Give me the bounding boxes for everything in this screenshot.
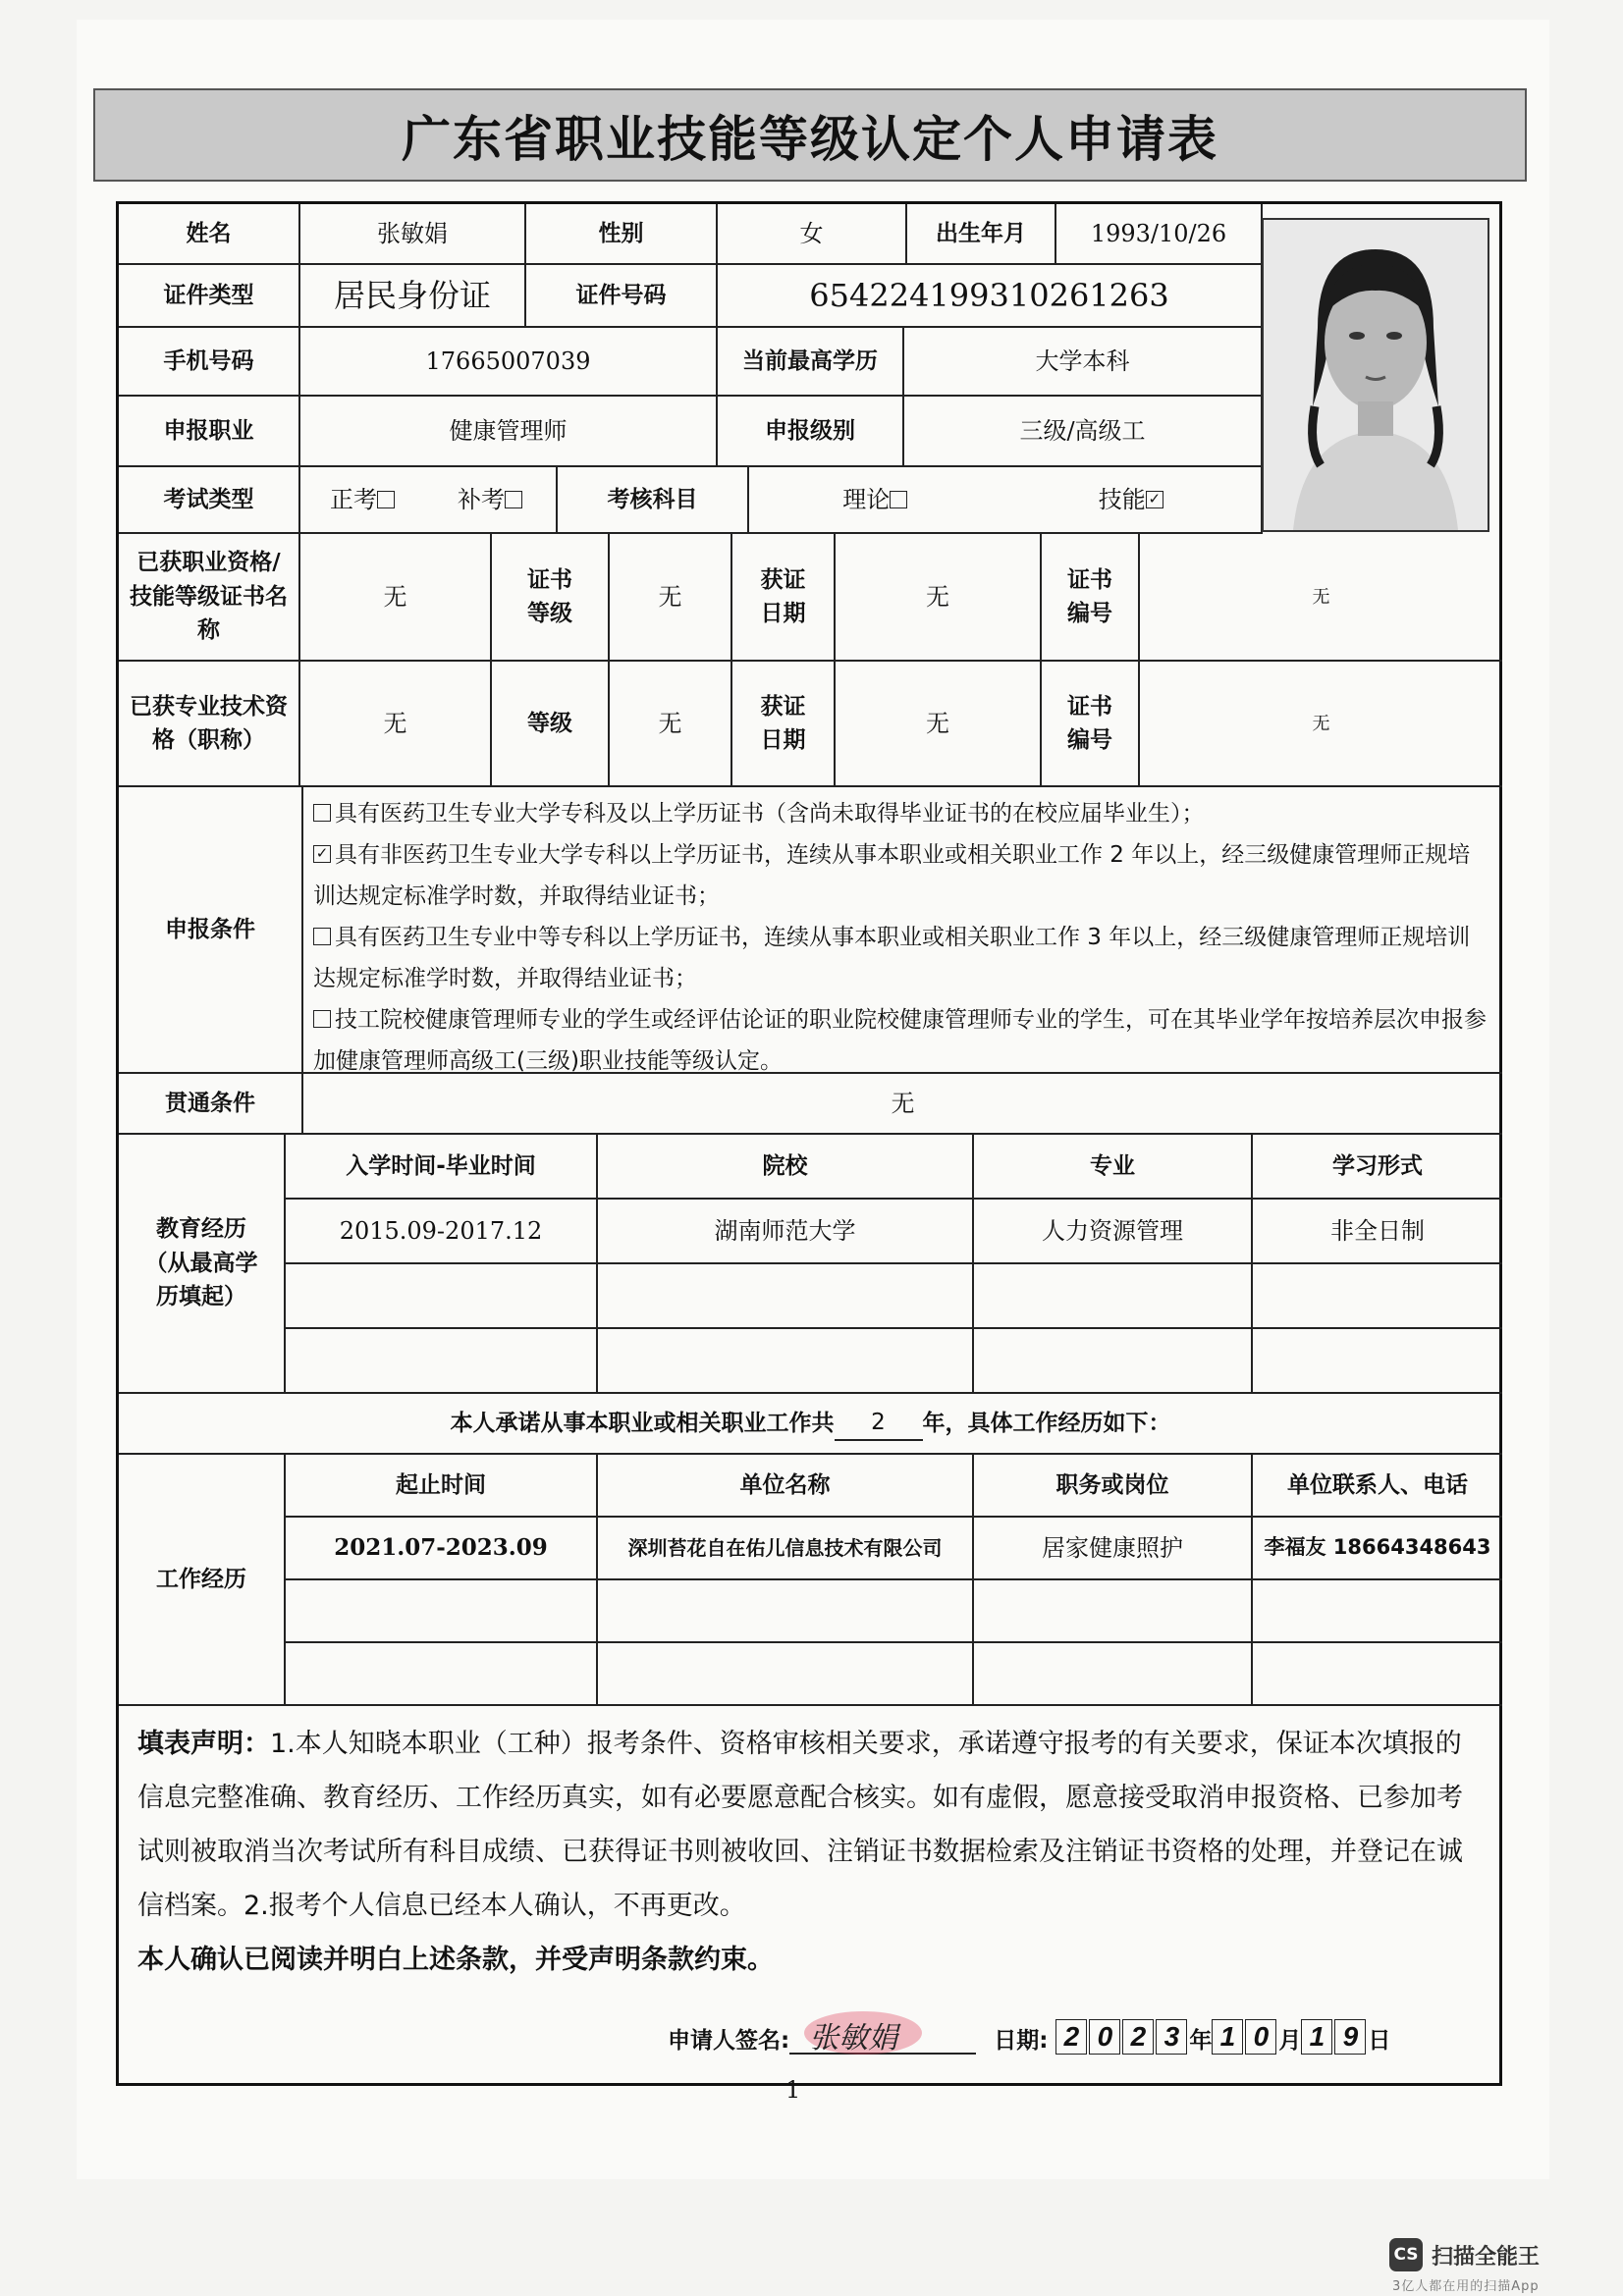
applicant-photo — [1262, 218, 1489, 532]
year-digit: 2 — [1122, 2019, 1154, 2055]
work-row2-company — [598, 1580, 974, 1643]
conditions-label: 申报条件 — [119, 787, 303, 1072]
work-row2-period — [286, 1580, 598, 1643]
edu-row3-mode — [1253, 1329, 1502, 1394]
edu-row1-major: 人力资源管理 — [974, 1200, 1253, 1264]
work-row1-contact: 李福友 18664348643 — [1253, 1518, 1502, 1580]
option-theory-label: 理论 — [842, 486, 891, 513]
cert1-label: 已获职业资格/技能等级证书名称 — [119, 534, 300, 662]
work-row2-position — [974, 1580, 1253, 1643]
year-digit: 3 — [1156, 2019, 1187, 2055]
work-row3-position — [974, 1643, 1253, 1706]
option-regular[interactable] — [330, 482, 399, 517]
condition-text-2: 具有非医药卫生专业大学专科以上学历证书，连续从事本职业或相关职业工作 2 年以上，经三级健康管理师正规培训达规定标准学时数，并取得结业证书； — [313, 842, 1471, 909]
edu-row1-mode: 非全日制 — [1253, 1200, 1502, 1264]
phone-label: 手机号码 — [119, 328, 300, 397]
form-title-bar — [93, 88, 1527, 182]
edu-header-school: 院校 — [598, 1135, 974, 1200]
option-regular-label: 正考 — [330, 486, 377, 513]
cert1-date-label: 获证日期 — [732, 534, 836, 662]
signature-row — [668, 2009, 1390, 2055]
signature-field[interactable] — [789, 2011, 976, 2055]
id-type-value: 居民身份证 — [300, 265, 526, 328]
edu-header-major: 专业 — [974, 1135, 1253, 1200]
condition-checkbox-4[interactable] — [313, 1010, 331, 1028]
work-commit-prefix: 本人承诺从事本职业或相关职业工作共 — [450, 1410, 835, 1436]
condition-item — [313, 793, 1492, 834]
cert2-no-label: 证书编号 — [1042, 662, 1140, 787]
handwritten-signature: 张敏娟 — [809, 2021, 898, 2056]
cert1-date-value: 无 — [836, 534, 1042, 662]
education-level-value: 大学本科 — [904, 328, 1263, 397]
edu-row2-major — [974, 1264, 1253, 1329]
condition-text-3: 具有医药卫生专业中等专科以上学历证书，连续从事本职业或相关职业工作 3 年以上，经三级健康管理师正规培训达规定标准学时数，并取得结业证书； — [313, 925, 1471, 991]
condition-item — [313, 917, 1492, 999]
edu-row2-school — [598, 1264, 974, 1329]
day-unit: 日 — [1368, 2028, 1391, 2054]
form-title: 广东省职业技能等级认定个人申请表 — [402, 110, 1218, 168]
work-label: 工作经历 — [119, 1455, 286, 1706]
conditions-row — [119, 787, 1502, 1074]
condition-item — [313, 834, 1492, 917]
month-digit: 0 — [1245, 2019, 1276, 2055]
declaration-text — [137, 1717, 1481, 1933]
edu-row3-major — [974, 1329, 1253, 1394]
level-label: 申报级别 — [718, 397, 904, 467]
id-no-value: 654224199310261263 — [718, 265, 1263, 328]
cert1-no-label: 证书编号 — [1042, 534, 1140, 662]
edu-header-mode: 学习形式 — [1253, 1135, 1502, 1200]
month-digit: 1 — [1212, 2019, 1243, 2055]
name-label: 姓名 — [119, 204, 300, 265]
level-value: 三级/高级工 — [904, 397, 1263, 467]
gender-value: 女 — [718, 204, 907, 265]
cert1-grade-label: 证书等级 — [492, 534, 610, 662]
work-row1-company: 深圳苔花自在佑儿信息技术有限公司 — [598, 1518, 974, 1580]
declaration-body: 1.本人知晓本职业（工种）报考条件、资格审核相关要求，承诺遵守报考的有关要求，保证本次填报的信息完整准确、教育经历、工作经历真实，如有必要愿意配合核实。如有虚假，愿意接受取消申报资格、已参加考试则被取消当次考试所有科目成绩、已获得证书则被收回、注销证书数据检索及注销证书资格的处理，并登记在诚信档案。2.报考个人信息已经本人确认，不再更改。 — [137, 1729, 1463, 1921]
work-row3-company — [598, 1643, 974, 1706]
day-digit: 1 — [1301, 2019, 1332, 2055]
work-commitment — [119, 1394, 1502, 1455]
subject-options — [749, 467, 1263, 534]
camscanner-name: 扫描全能王 — [1432, 2245, 1541, 2269]
condition-checkbox-2-checked[interactable]: ✓ — [313, 845, 331, 863]
education-label: 教育经历（从最高学历填起） — [119, 1135, 286, 1394]
work-header-contact: 单位联系人、电话 — [1253, 1455, 1502, 1518]
declaration-lead: 填表声明： — [137, 1729, 270, 1759]
exam-type-options — [300, 467, 558, 534]
cert1-grade-value: 无 — [610, 534, 732, 662]
page-number: 1 — [785, 2076, 801, 2104]
work-row3-contact — [1253, 1643, 1502, 1706]
cert2-date-value: 无 — [836, 662, 1042, 787]
work-row1-position: 居家健康照护 — [974, 1518, 1253, 1580]
cert1-value: 无 — [300, 534, 492, 662]
option-makeup-label: 补考 — [458, 486, 505, 513]
gender-label: 性别 — [526, 204, 718, 265]
work-row2-contact — [1253, 1580, 1502, 1643]
cert1-no-value: 无 — [1140, 534, 1502, 662]
option-skill[interactable] — [1099, 482, 1167, 517]
job-label: 申报职业 — [119, 397, 300, 467]
date-field[interactable] — [1055, 2019, 1390, 2055]
work-commit-suffix: 年，具体工作经历如下： — [922, 1410, 1171, 1436]
work-row1-period: 2021.07-2023.09 — [286, 1518, 598, 1580]
exam-type-label: 考试类型 — [119, 467, 300, 534]
option-skill-label: 技能 — [1098, 486, 1146, 513]
year-digit: 0 — [1089, 2019, 1120, 2055]
cert2-no-value: 无 — [1140, 662, 1502, 787]
year-digit: 2 — [1055, 2019, 1087, 2055]
edu-header-period: 入学时间-毕业时间 — [286, 1135, 598, 1200]
edu-row1-school: 湖南师范大学 — [598, 1200, 974, 1264]
id-no-label: 证件号码 — [526, 265, 718, 328]
edu-row2-period — [286, 1264, 598, 1329]
condition-checkbox-3[interactable] — [313, 928, 331, 945]
edu-row1-period: 2015.09-2017.12 — [286, 1200, 598, 1264]
checkbox-regular[interactable] — [377, 491, 395, 508]
work-header-company: 单位名称 — [598, 1455, 974, 1518]
subject-label: 考核科目 — [558, 467, 749, 534]
declaration-confirm: 本人确认已阅读并明白上述条款，并受声明条款约束。 — [137, 1945, 774, 1975]
edu-row3-school — [598, 1329, 974, 1394]
portrait-image — [1264, 220, 1488, 530]
cert2-label: 已获专业技术资格（职称） — [119, 662, 300, 787]
name-value: 张敏娟 — [300, 204, 526, 265]
camscanner-logo-icon: CS — [1389, 2238, 1423, 2271]
work-header-position: 职务或岗位 — [974, 1455, 1253, 1518]
id-type-label: 证件类型 — [119, 265, 300, 328]
date-label: 日期: — [994, 2028, 1049, 2054]
cert2-grade-label: 等级 — [492, 662, 610, 787]
checkbox-makeup[interactable] — [505, 491, 522, 508]
signature-label: 申请人签名: — [668, 2028, 790, 2054]
through-label: 贯通条件 — [119, 1074, 303, 1135]
work-years: 2 — [835, 1406, 923, 1442]
year-unit: 年 — [1189, 2028, 1213, 2054]
edu-row3-period — [286, 1329, 598, 1394]
birth-label: 出生年月 — [907, 204, 1056, 265]
condition-text-4: 技工院校健康管理师专业的学生或经评估论证的职业院校健康管理师专业的学生，可在其毕业学年按培养层次申报参加健康管理师高级工(三级)职业技能等级认定。 — [313, 1007, 1487, 1074]
option-theory[interactable] — [842, 482, 911, 517]
condition-item — [313, 999, 1492, 1082]
cert2-date-label: 获证日期 — [732, 662, 836, 787]
cert2-grade-value: 无 — [610, 662, 732, 787]
condition-text-1: 具有医药卫生专业大学专科及以上学历证书（含尚未取得毕业证书的在校应届毕业生）； — [335, 801, 1205, 827]
work-row3-period — [286, 1643, 598, 1706]
phone-value: 17665007039 — [300, 328, 718, 397]
edu-row2-mode — [1253, 1264, 1502, 1329]
day-digit: 9 — [1334, 2019, 1366, 2055]
checkbox-skill-checked[interactable]: ✓ — [1146, 491, 1163, 508]
birth-value: 1993/10/26 — [1056, 204, 1263, 265]
conditions-list — [303, 787, 1502, 1072]
checkbox-theory[interactable] — [890, 491, 907, 508]
education-level-label: 当前最高学历 — [718, 328, 904, 397]
month-unit: 月 — [1278, 2028, 1302, 2054]
option-makeup[interactable] — [458, 482, 526, 517]
work-header-period: 起止时间 — [286, 1455, 598, 1518]
condition-checkbox-1[interactable] — [313, 804, 331, 822]
camscanner-tagline: 3亿人都在用的扫描App — [1392, 2279, 1540, 2294]
job-value: 健康管理师 — [300, 397, 718, 467]
through-value: 无 — [303, 1074, 1502, 1135]
declaration — [116, 1703, 1502, 2027]
cert2-value: 无 — [300, 662, 492, 787]
